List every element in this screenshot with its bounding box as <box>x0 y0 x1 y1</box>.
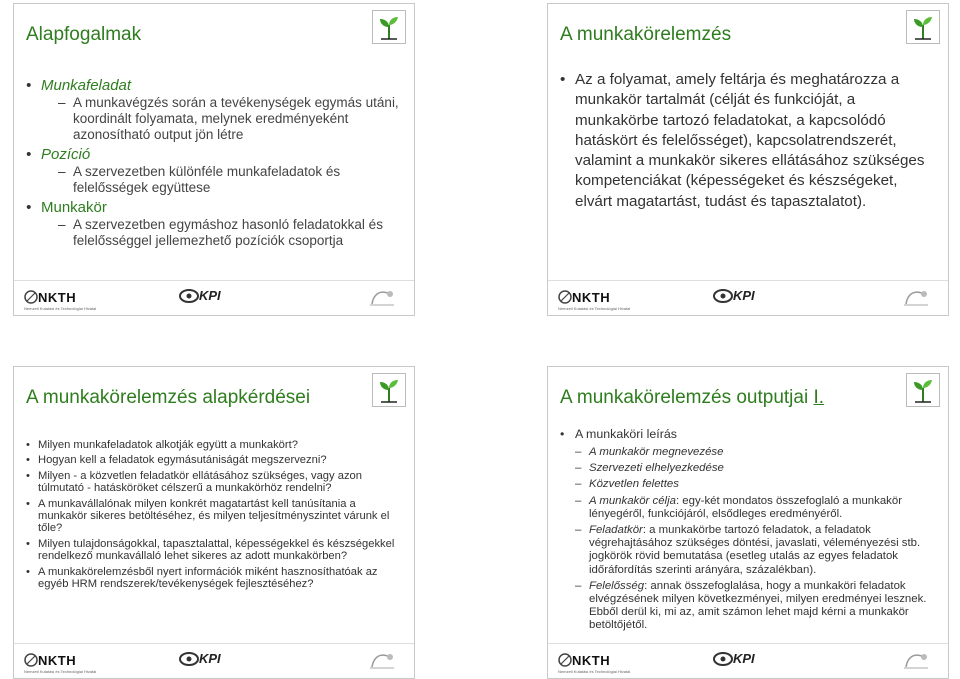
slide-footer <box>548 643 948 678</box>
question-item: • A munkakörelemzésből nyert információk miként hasznosíthatóak az egyéb HRM rendszerek/tevékenységek fejlesztéséhez? <box>26 566 404 591</box>
sub-item: – Felelősség: annak összefoglalása, hogy a munkaköri feladatok elvégzésének milyen következményei, milyen eredményei lesznek. Ebből derül ki, mi az, amit számon lehet majd kérni a munkakör betöltőjétől. <box>575 580 938 633</box>
term-description: – A munkavégzés során a tevékenységek egymás utáni, koordinált folyamata, melynek eredményeként azonosítható output jön létre <box>41 95 404 143</box>
partner-logo-icon <box>902 649 930 671</box>
slide-footer <box>14 280 414 315</box>
nkth-logo-icon: NKTH Nemzeti Kutatási és Technológiai Hivatal <box>558 653 631 674</box>
slide-munkakorelemzes <box>547 3 949 316</box>
kpi-logo-icon: KPI <box>713 648 769 670</box>
question-item: • Milyen - a közvetlen feladatkör ellátásához szükséges, vagy azon túlmutató - hatásköröket célszerű a munkakörhöz rendelni? <box>26 470 404 495</box>
sprout-logo-icon <box>906 10 940 44</box>
nkth-logo-icon: NKTH Nemzeti Kutatási és Technológiai Hivatal <box>24 290 97 311</box>
slide-title: A munkakörelemzés <box>560 24 732 45</box>
partner-logo-icon <box>902 286 930 308</box>
partner-logo-icon <box>368 286 396 308</box>
slide-title: A munkakörelemzés alapkérdései <box>26 387 311 408</box>
sub-item: – Feladatkör: a munkakörbe tartozó feladatok, a feladatok végrehajtásához szükséges döntési, javaslati, véleményezési stb. jogkörök rövid bemutatása (esetleg utalás az egyes feladatok időráfordítás szerinti arányára, százalékban). <box>575 524 938 577</box>
kpi-logo-icon: KPI <box>179 285 235 307</box>
list-item <box>26 145 404 196</box>
slide-title: A munkakörelemzés outputjai I. <box>560 387 825 408</box>
partner-logo-icon <box>368 649 396 671</box>
sprout-logo-icon <box>372 10 406 44</box>
question-item: • Hogyan kell a feladatok egymásutániságát megszervezni? <box>26 454 404 466</box>
kpi-logo-icon: KPI <box>713 285 769 307</box>
list-item <box>26 76 404 143</box>
sub-item: – A munkakör megnevezése <box>575 446 938 459</box>
title-suffix: I. <box>813 387 825 408</box>
question-item: • Milyen tulajdonságokkal, tapasztalattal, képességekkel és készségekkel rendelkező munkavállaló lehet sikeres az adott munkakörben? <box>26 538 404 563</box>
nkth-logo-icon: NKTH Nemzeti Kutatási és Technológiai Hivatal <box>558 290 631 311</box>
sub-item: – Közvetlen felettes <box>575 478 938 491</box>
nkth-logo-icon: NKTH Nemzeti Kutatási és Technológiai Hivatal <box>24 653 97 674</box>
slide-alapkerdesei <box>13 366 415 679</box>
term-munkafeladat: Munkafeladat <box>41 77 132 94</box>
sprout-logo-icon <box>372 373 406 407</box>
term-description: – A szervezetben különféle munkafeladatok és felelősségek együttese <box>41 164 404 196</box>
definition-text: • Az a folyamat, amely feltárja és meghatározza a munkakör tartalmát (célját és funkcióját, a munkakörbe tartozó feladatokat, a kapcsolódó hatáskört és felelősséget), kapcsolatrendszerét, valamint a munkakör sikeres ellátásához szükséges kompetenciákat (képességeket és készségeket, elvárt magatartást, tudást és tapasztalatot). <box>560 70 938 212</box>
sub-item: – Szervezeti elhelyezkedése <box>575 462 938 475</box>
slide-alapfogalmak <box>13 3 415 316</box>
slide-title: Alapfogalmak <box>26 24 142 45</box>
sub-item: – A munkakör célja: egy-két mondatos összefoglaló a munkakör lényegéről, funkciójáról, elsődleges eredményéről. <box>575 495 938 521</box>
slide-footer <box>548 280 948 315</box>
term-munkakor: Munkakör <box>41 199 107 216</box>
slide-outputjai <box>547 366 949 679</box>
kpi-logo-icon: KPI <box>179 648 235 670</box>
term-description: – A szervezetben egymáshoz hasonló feladatokkal és felelősséggel jellemezhető pozíciók csoportja <box>41 217 404 249</box>
bullet-label: A munkaköri leírás <box>575 427 677 441</box>
list-item <box>26 198 404 249</box>
question-item: • A munkavállalónak milyen konkrét magatartást kell tanúsítania a munkakör sikeres betöltéséhez, és milyen teljesítményszintet várunk el tőle? <box>26 498 404 535</box>
list-item <box>560 427 938 633</box>
slide-footer <box>14 643 414 678</box>
sprout-logo-icon <box>906 373 940 407</box>
question-item: • Milyen munkafeladatok alkotják együtt a munkakört? <box>26 439 404 451</box>
term-pozicio: Pozíció <box>41 146 91 163</box>
